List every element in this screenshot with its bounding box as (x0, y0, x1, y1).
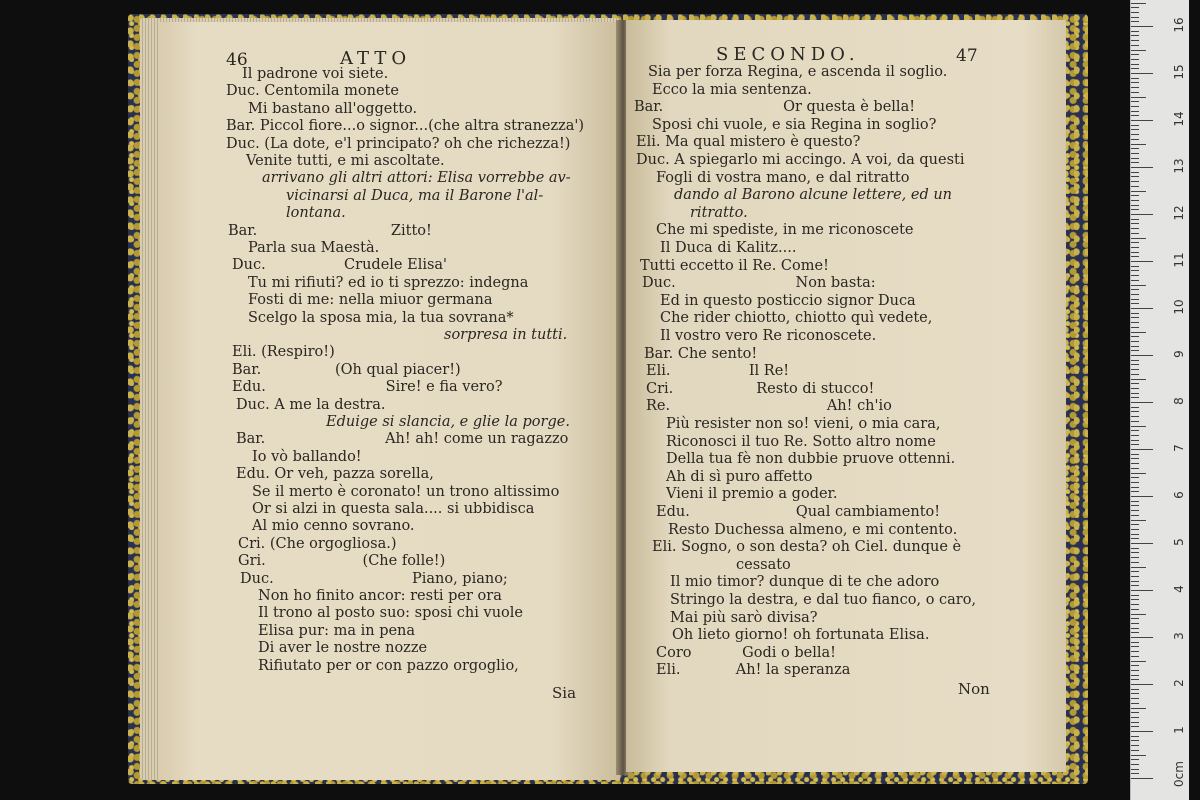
text-line: Riconosci il tuo Re. Sotto altro nome (666, 433, 936, 450)
text-line: Ed in questo posticcio signor Duca (660, 292, 916, 309)
right-running-head: SECONDO. (716, 44, 860, 65)
text-line: sorpresa in tutti. (444, 327, 568, 343)
ruler-tick (1131, 92, 1139, 93)
ruler-tick (1131, 247, 1139, 248)
ruler-tick (1131, 590, 1153, 591)
text-line: Duc. Piano, piano; (240, 570, 508, 587)
ruler-tick (1131, 393, 1139, 394)
ruler-tick (1131, 609, 1139, 610)
ruler-tick (1131, 665, 1139, 666)
ruler-tick (1131, 101, 1139, 102)
ruler-tick (1131, 40, 1139, 41)
ruler-number: 8 (1172, 397, 1186, 405)
text-line: Il mio timor? dunque di te che adoro (670, 574, 940, 591)
text-line: Parla sua Maestà. (248, 240, 380, 256)
ruler-tick (1131, 614, 1146, 615)
ruler-number: 11 (1172, 252, 1186, 268)
ruler-tick (1131, 59, 1139, 60)
ruler-tick (1131, 350, 1139, 351)
ruler-tick (1131, 388, 1139, 389)
ruler-tick (1131, 111, 1139, 112)
text-line: Tu mi rifiuti? ed io ti sprezzo: indegna (248, 274, 529, 291)
ruler-tick (1131, 397, 1139, 398)
text-line: Il padrone voi siete. (242, 66, 389, 82)
ruler-tick (1131, 327, 1139, 328)
ruler-tick (1131, 294, 1139, 295)
text-line: cessato (736, 556, 791, 573)
ruler-tick (1131, 336, 1139, 337)
ruler-tick (1131, 430, 1139, 431)
text-line: Più resister non so! vieni, o mia cara, (666, 416, 941, 432)
ruler-tick (1131, 35, 1139, 36)
ruler-tick (1131, 31, 1139, 32)
ruler-tick (1131, 646, 1139, 647)
ruler-tick (1131, 759, 1139, 760)
ruler-number: 13 (1172, 158, 1186, 174)
ruler-tick (1131, 64, 1139, 65)
ruler-number: 14 (1172, 111, 1186, 127)
text-line: Io vò ballando! (252, 448, 362, 465)
text-line: ritratto. (690, 204, 748, 221)
ruler-tick (1131, 191, 1146, 192)
text-line: Duc. Non basta: (642, 275, 876, 292)
text-line: Oh lieto giorno! oh fortunata Elisa. (672, 627, 930, 644)
ruler-tick (1131, 628, 1139, 629)
ruler-tick (1131, 120, 1153, 121)
text-line: Elisa pur: ma in pena (258, 622, 416, 639)
ruler-tick (1131, 299, 1139, 300)
ruler-tick (1131, 158, 1139, 159)
text-line: lontana. (286, 205, 346, 222)
text-line: Che rider chiotto, chiotto quì vedete, (660, 310, 933, 327)
ruler-tick (1131, 731, 1153, 732)
text-line: Eli. Ma qual mistero è questo? (636, 134, 861, 151)
ruler-tick (1131, 520, 1146, 521)
ruler-tick (1131, 303, 1139, 304)
ruler-number: 9 (1172, 350, 1186, 358)
ruler-tick (1131, 322, 1139, 323)
text-line: Che mi spediste, in me riconoscete (656, 222, 914, 239)
ruler-tick (1131, 176, 1139, 177)
ruler-tick (1131, 214, 1153, 215)
ruler-tick (1131, 454, 1139, 455)
text-line: Bar. Zitto! (228, 222, 432, 239)
ruler-tick (1131, 346, 1139, 347)
ruler-tick (1131, 637, 1153, 638)
ruler-tick (1131, 651, 1139, 652)
ruler-tick (1131, 501, 1139, 502)
text-line: Edu. Sire! e fia vero? (232, 379, 503, 396)
ruler-tick (1131, 172, 1139, 173)
ruler-tick (1131, 26, 1153, 27)
ruler-tick (1131, 585, 1139, 586)
ruler-tick (1131, 209, 1139, 210)
ruler-tick (1131, 505, 1139, 506)
text-line: Or si alzi in questa sala.... si ubbidisca (252, 501, 535, 517)
text-line: Gri. (Che folle!) (238, 553, 446, 570)
ruler-tick (1131, 379, 1146, 380)
text-line: Della tua fè non dubbie pruove ottenni. (666, 451, 956, 468)
text-line: Ah di sì puro affetto (666, 468, 813, 485)
ruler-tick (1131, 50, 1146, 51)
ruler-tick (1131, 632, 1139, 633)
ruler-tick (1131, 148, 1139, 149)
right-catchword: Non (958, 680, 990, 698)
ruler-tick (1131, 106, 1139, 107)
text-line: Duc. Crudele Elisa' (232, 257, 448, 274)
ruler-tick (1131, 693, 1139, 694)
ruler-tick (1131, 402, 1153, 403)
ruler-number: 1 (1172, 726, 1186, 734)
ruler-tick (1131, 745, 1139, 746)
text-line: Bar. (Oh qual piacer!) (232, 361, 461, 378)
text-line: Venite tutti, e mi ascoltate. (246, 153, 445, 169)
ruler-tick (1131, 482, 1139, 483)
ruler-tick (1131, 491, 1139, 492)
ruler-tick (1131, 97, 1146, 98)
text-line: vicinarsi al Duca, ma il Barone l'al- (286, 187, 544, 204)
text-line: Di aver le nostre nozze (258, 640, 428, 657)
text-line: Stringo la destra, e dal tuo fianco, o caro, (670, 592, 977, 608)
ruler-tick (1131, 740, 1139, 741)
ruler-tick (1131, 308, 1153, 309)
text-line: Il vostro vero Re riconoscete. (660, 328, 877, 344)
text-line: Eli. Sogno, o son desta? oh Ciel. dunque è (652, 539, 962, 556)
ruler-tick (1131, 773, 1139, 774)
ruler-tick (1131, 675, 1139, 676)
ruler-tick (1131, 242, 1139, 243)
ruler-tick (1131, 364, 1139, 365)
ruler-tick (1131, 736, 1139, 737)
ruler-tick (1131, 317, 1139, 318)
ruler-tick (1131, 458, 1139, 459)
text-line: Al mio cenno sovrano. (252, 518, 415, 535)
ruler-tick (1131, 571, 1139, 572)
ruler-tick (1131, 755, 1146, 756)
ruler-tick (1131, 68, 1139, 69)
ruler-number: 7 (1172, 444, 1186, 452)
ruler-tick (1131, 285, 1146, 286)
text-line: arrivano gli altri attori: Elisa vorrebbe av- (262, 170, 571, 187)
ruler-tick (1131, 623, 1139, 624)
ruler-tick (1131, 416, 1139, 417)
ruler-tick (1131, 510, 1139, 511)
ruler-tick (1131, 219, 1139, 220)
ruler-tick (1131, 369, 1139, 370)
text-line: Eli. Ah! la speranza (656, 662, 851, 679)
ruler-tick (1131, 722, 1139, 723)
ruler-tick (1131, 3, 1146, 4)
ruler-tick (1131, 233, 1139, 234)
text-line: Coro Godi o bella! (656, 644, 836, 661)
ruler-tick (1131, 134, 1139, 135)
ruler-number: 0cm (1172, 761, 1186, 787)
text-line: Sia per forza Regina, e ascenda il soglio. (648, 64, 948, 80)
left-running-head: ATTO (340, 48, 412, 69)
ruler-number: 10 (1172, 299, 1186, 315)
text-line: Duc. Centomila monete (226, 83, 399, 100)
text-line: Rifiutato per or con pazzo orgoglio, (258, 657, 519, 674)
ruler-tick (1131, 238, 1146, 239)
ruler-number: 16 (1172, 17, 1186, 33)
ruler-tick (1131, 78, 1139, 79)
ruler-tick (1131, 703, 1139, 704)
ruler-tick (1131, 411, 1139, 412)
ruler-tick (1131, 162, 1139, 163)
text-line: Ecco la mia sentenza. (652, 81, 812, 98)
text-line: Mi bastano all'oggetto. (248, 100, 418, 117)
text-line: Il trono al posto suo: sposi chi vuole (258, 605, 523, 622)
ruler-number: 6 (1172, 491, 1186, 499)
ruler-tick (1131, 252, 1139, 253)
ruler-tick (1131, 642, 1139, 643)
text-line: Eli. (Respiro!) (232, 344, 335, 361)
ruler-tick (1131, 383, 1139, 384)
ruler-tick (1131, 195, 1139, 196)
ruler-tick (1131, 538, 1139, 539)
ruler-tick (1131, 604, 1139, 605)
ruler-tick (1131, 45, 1139, 46)
text-line: Fosti di me: nella miuor germana (248, 292, 493, 309)
ruler-tick (1131, 435, 1139, 436)
ruler-tick (1131, 261, 1153, 262)
ruler-tick (1131, 778, 1153, 779)
ruler-tick (1131, 656, 1139, 657)
ruler-tick (1131, 670, 1139, 671)
text-line: Cri. (Che orgogliosa.) (238, 535, 397, 552)
text-line: Edu. Or veh, pazza sorella, (236, 466, 434, 483)
ruler-tick (1131, 266, 1139, 267)
text-line: Re. Ah! ch'io (646, 398, 892, 415)
left-catchword: Sia (552, 684, 577, 702)
ruler-tick (1131, 200, 1139, 201)
text-line: Duc. (La dote, e'l principato? oh che richezza!) (226, 135, 571, 152)
text-line: Bar. Che sento! (644, 345, 758, 362)
text-line: Eli. Il Re! (646, 363, 790, 380)
ruler-tick (1131, 562, 1139, 563)
ruler-tick (1131, 444, 1139, 445)
ruler-tick (1131, 581, 1139, 582)
ruler-tick (1131, 595, 1139, 596)
ruler-tick (1131, 618, 1139, 619)
text-line: Scelgo la sposa mia, la tua sovrana* (248, 309, 514, 326)
ruler-tick (1131, 557, 1139, 558)
ruler-number: 4 (1172, 585, 1186, 593)
ruler-tick (1131, 689, 1139, 690)
text-line: Cri. Resto di stucco! (646, 380, 875, 397)
text-line: Non ho finito ancor: resti per ora (258, 588, 502, 604)
ruler-tick (1131, 726, 1139, 727)
ruler-tick (1131, 468, 1139, 469)
ruler-tick (1131, 12, 1139, 13)
ruler-tick (1131, 708, 1146, 709)
ruler-tick (1131, 228, 1139, 229)
ruler-tick (1131, 679, 1139, 680)
ruler-tick (1131, 407, 1139, 408)
text-line: Duc. A spiegarlo mi accingo. A voi, da questi (636, 152, 965, 168)
ruler-tick (1131, 529, 1139, 530)
ruler-tick (1131, 440, 1139, 441)
right-page (626, 20, 1066, 772)
text-line: Edu. Qual cambiamento! (656, 504, 941, 520)
ruler-tick (1131, 548, 1139, 549)
ruler-number: 2 (1172, 679, 1186, 687)
ruler-tick (1131, 360, 1139, 361)
ruler-tick (1131, 54, 1139, 55)
ruler-tick (1131, 543, 1153, 544)
ruler-tick (1131, 289, 1139, 290)
text-line: Bar. Or questa è bella! (634, 99, 916, 116)
ruler-tick (1131, 449, 1153, 450)
ruler-tick (1131, 73, 1153, 74)
ruler-tick (1131, 698, 1139, 699)
ruler-tick (1131, 341, 1139, 342)
ruler-tick (1131, 275, 1139, 276)
ruler-tick (1131, 534, 1139, 535)
ruler-tick (1131, 313, 1139, 314)
ruler-tick (1131, 374, 1139, 375)
ruler-tick (1131, 515, 1139, 516)
ruler-tick (1131, 270, 1139, 271)
text-line: Eduige si slancia, e glie la porge. (326, 414, 570, 430)
ruler-tick (1131, 684, 1153, 685)
ruler-tick (1131, 21, 1139, 22)
ruler-tick (1131, 661, 1146, 662)
text-line: Fogli di vostra mano, e dal ritratto (656, 169, 910, 186)
ruler-tick (1131, 144, 1146, 145)
ruler-tick (1131, 186, 1139, 187)
ruler-tick (1131, 87, 1139, 88)
ruler-tick (1131, 332, 1146, 333)
ruler-tick (1131, 280, 1139, 281)
ruler-tick (1131, 567, 1146, 568)
text-line: Tutti eccetto il Re. Come! (640, 257, 829, 274)
text-line: Duc. A me la destra. (236, 396, 386, 413)
ruler-tick (1131, 17, 1139, 18)
ruler-tick (1131, 205, 1139, 206)
ruler-tick (1131, 426, 1146, 427)
text-line: Resto Duchessa almeno, e mi contento. (668, 521, 958, 538)
measuring-ruler (1130, 0, 1189, 800)
ruler-tick (1131, 355, 1153, 356)
ruler-tick (1131, 576, 1139, 577)
ruler-number: 12 (1172, 205, 1186, 221)
ruler-tick (1131, 223, 1139, 224)
ruler-tick (1131, 167, 1153, 168)
left-page-number: 46 (226, 50, 248, 70)
ruler-tick (1131, 125, 1139, 126)
left-page (160, 22, 620, 780)
ruler-tick (1131, 487, 1139, 488)
ruler-tick (1131, 139, 1139, 140)
text-line: Vieni il premio a goder. (666, 486, 838, 503)
ruler-tick (1131, 181, 1139, 182)
text-line: dando al Barono alcune lettere, ed un (674, 187, 953, 204)
text-line: Bar. Ah! ah! come un ragazzo (236, 431, 569, 448)
ruler-tick (1131, 7, 1139, 8)
ruler-tick (1131, 129, 1139, 130)
ruler-tick (1131, 764, 1139, 765)
ruler-tick (1131, 599, 1139, 600)
ruler-tick (1131, 496, 1153, 497)
ruler-tick (1131, 473, 1146, 474)
right-page-number: 47 (956, 46, 978, 66)
ruler-tick (1131, 769, 1139, 770)
ruler-tick (1131, 463, 1139, 464)
text-line: Se il merto è coronato! un trono altissimo (252, 483, 560, 500)
ruler-number: 15 (1172, 64, 1186, 80)
ruler-tick (1131, 82, 1139, 83)
ruler-tick (1131, 750, 1139, 751)
text-line: Mai più sarò divisa? (670, 609, 818, 626)
ruler-tick (1131, 421, 1139, 422)
ruler-tick (1131, 477, 1139, 478)
ruler-number: 3 (1172, 632, 1186, 640)
ruler-tick (1131, 524, 1139, 525)
ruler-tick (1131, 115, 1139, 116)
ruler-tick (1131, 256, 1139, 257)
text-line: Bar. Piccol fiore...o signor...(che altra stranezza') (226, 118, 585, 135)
ruler-tick (1131, 717, 1139, 718)
ruler-tick (1131, 552, 1139, 553)
text-line: Sposi chi vuole, e sia Regina in soglio? (652, 116, 937, 133)
ruler-tick (1131, 712, 1139, 713)
ruler-tick (1131, 153, 1139, 154)
text-line: Il Duca di Kalitz.... (660, 240, 797, 256)
ruler-number: 5 (1172, 538, 1186, 546)
